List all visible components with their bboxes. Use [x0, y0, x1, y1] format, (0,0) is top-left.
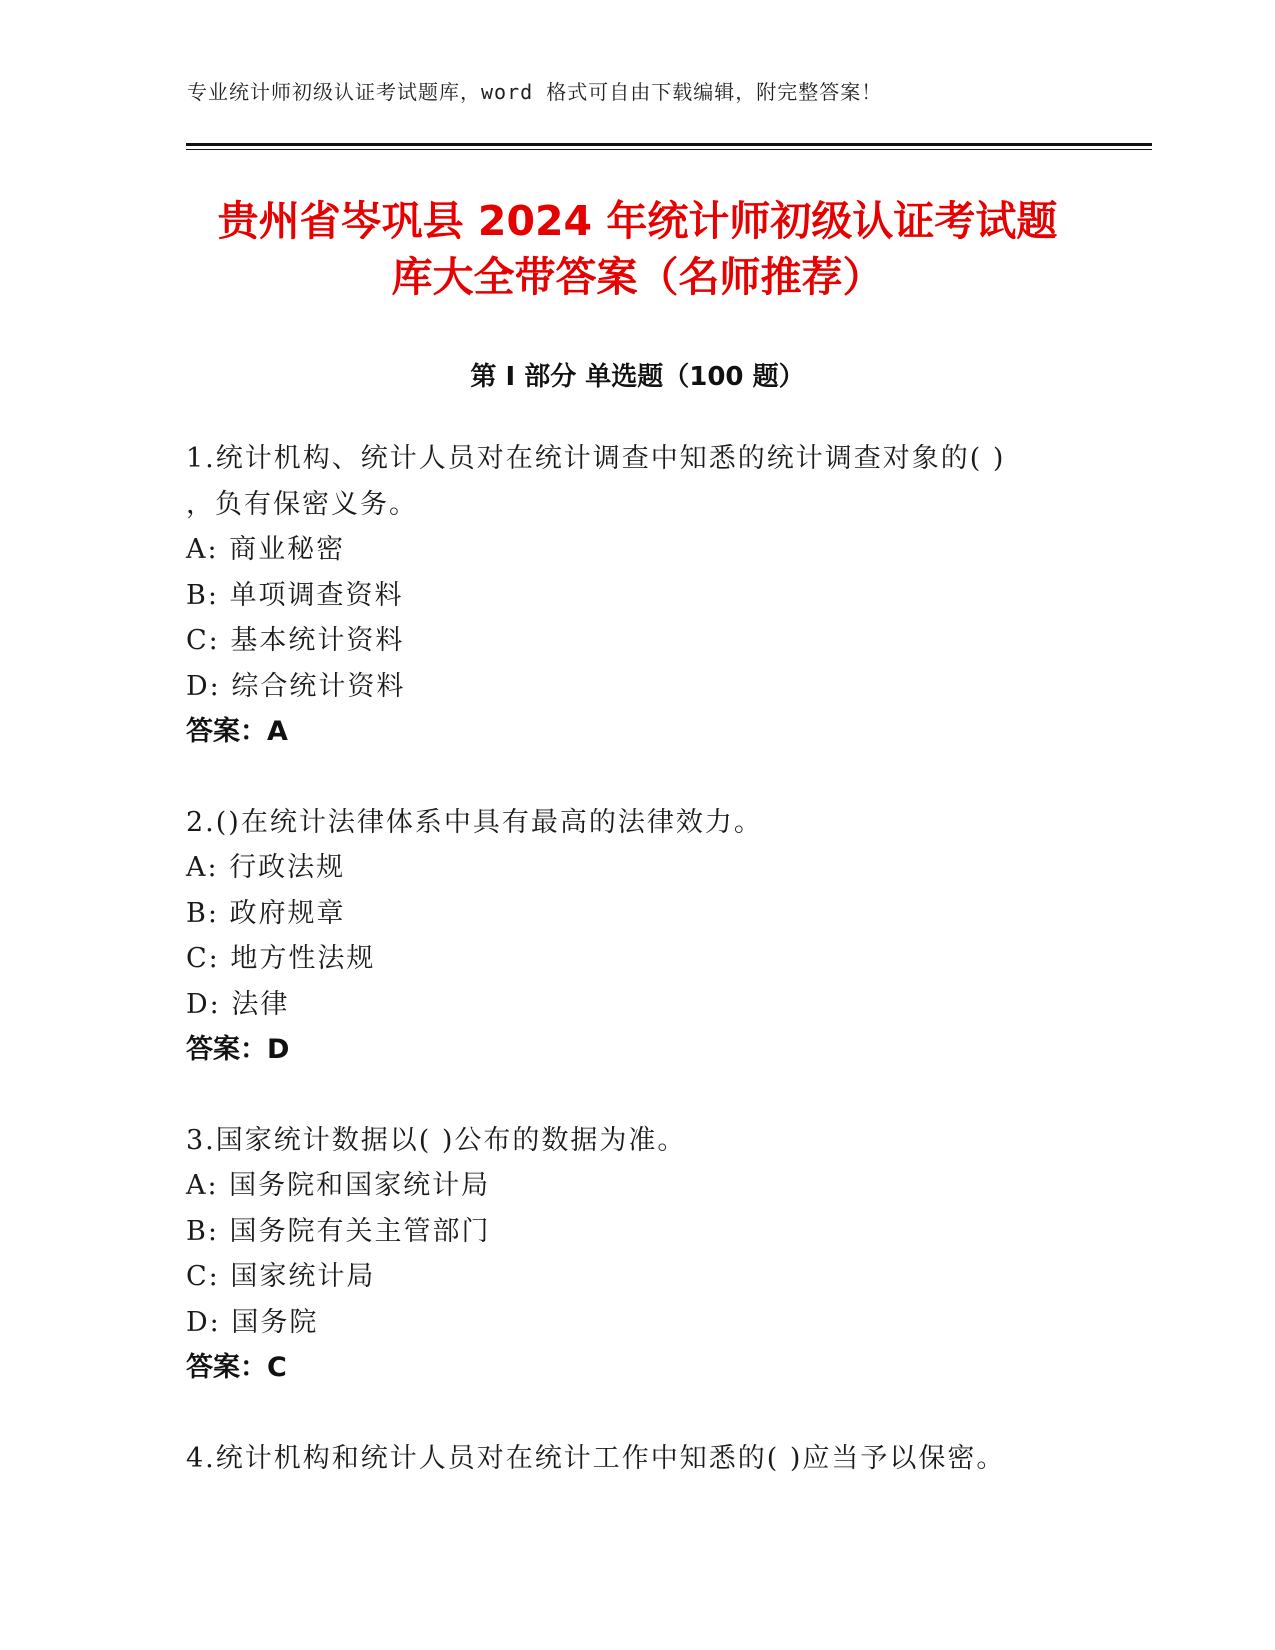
option-d: D: 国务院: [186, 1306, 319, 1338]
option-c: C: 基本统计资料: [186, 625, 405, 656]
question-stem: 4.统计机构和统计人员对在统计工作中知悉的( )应当予以保密。: [186, 1442, 1006, 1474]
option-c: C: 国家统计局: [186, 1261, 376, 1292]
option-a: A: 商业秘密: [186, 534, 346, 565]
question-item: [186, 800, 1086, 1073]
option-b: B: 国务院有关主管部门: [186, 1215, 491, 1247]
option-d: D: 法律: [186, 988, 290, 1020]
option-c: C: 地方性法规: [186, 943, 376, 974]
answer-line: 答案：A: [186, 716, 288, 747]
header-rule-thin: [186, 149, 1152, 150]
header-note: 专业统计师初级认证考试题库，word 格式可自由下载编辑，附完整答案！: [187, 80, 883, 104]
question-item: [186, 1118, 1086, 1391]
answer-line: 答案：D: [186, 1034, 290, 1065]
question-stem: 3.国家统计数据以( )公布的数据为准。: [186, 1124, 687, 1156]
question-stem: 2.()在统计法律体系中具有最高的法律效力。: [186, 806, 763, 838]
question-stem: 1.统计机构、统计人员对在统计调查中知悉的统计调查对象的( ): [186, 443, 1006, 474]
answer-line: 答案：C: [186, 1352, 287, 1383]
title-line: 库大全带答案（名师推荐）: [391, 253, 884, 301]
option-d: D: 综合统计资料: [186, 670, 406, 702]
question-item: [186, 1436, 1086, 1482]
question-stem: ，负有保密义务。: [186, 488, 418, 520]
question-item: [186, 436, 1086, 755]
option-b: B: 单项调查资料: [186, 579, 404, 611]
option-b: B: 政府规章: [186, 897, 346, 929]
question-list: [186, 436, 1086, 1526]
option-a: A: 国务院和国家统计局: [186, 1170, 491, 1201]
option-a: A: 行政法规: [186, 852, 346, 883]
header-rule-thick: [186, 143, 1152, 146]
title-line: 贵州省岑巩县 2024 年统计师初级认证考试题: [217, 197, 1058, 245]
section-title: 第 I 部分 单选题（100 题）: [470, 362, 805, 392]
document-title: [100, 193, 1175, 305]
